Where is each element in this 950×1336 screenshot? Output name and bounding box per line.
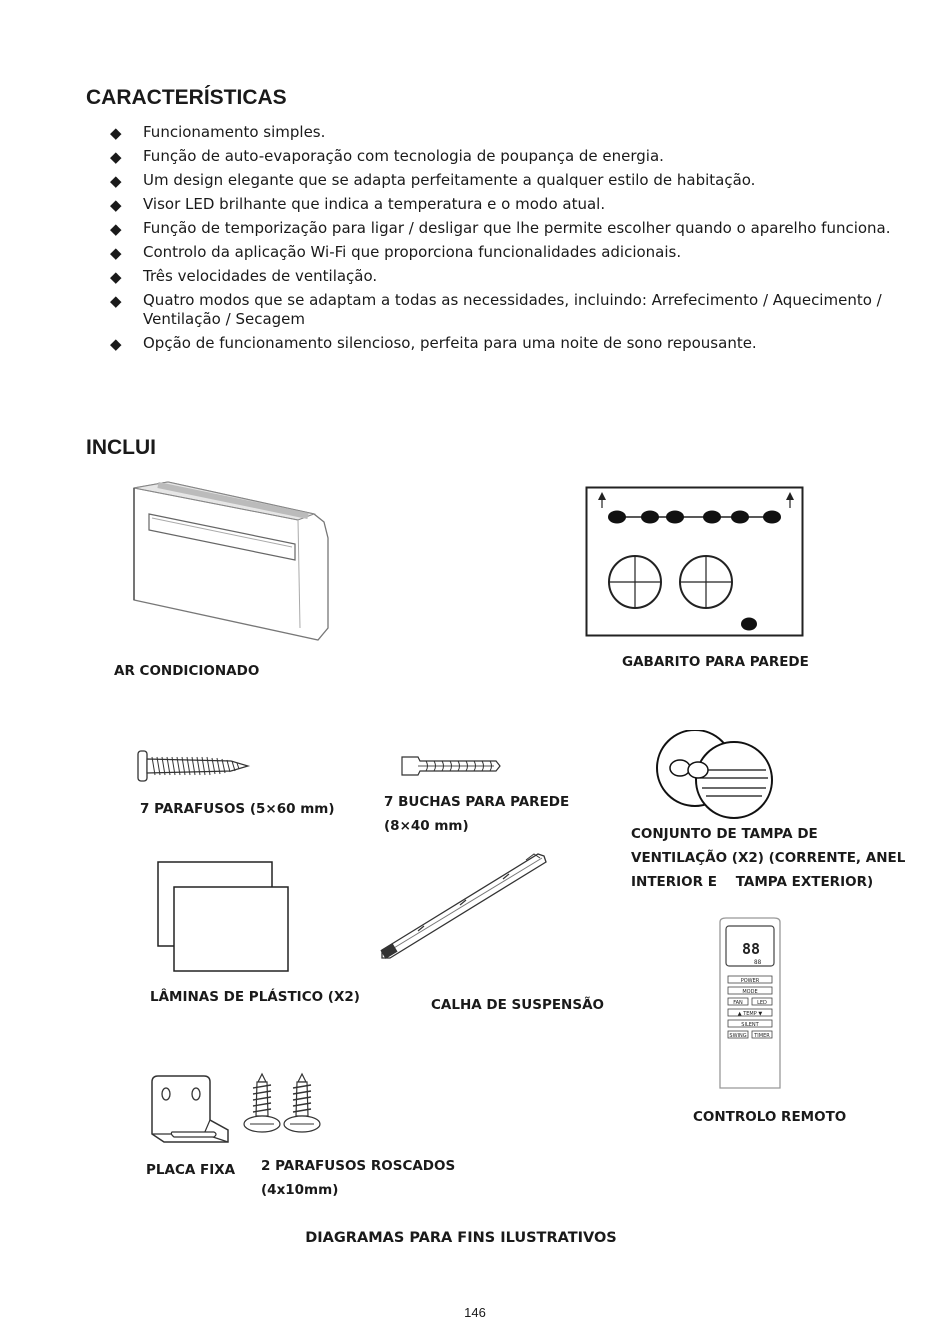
list-item: ◆ Visor LED brilhante que indica a temperatura e o modo atual. [110, 195, 606, 214]
suspension-rail-illustration [378, 846, 550, 964]
diamond-bullet-icon: ◆ [110, 292, 122, 310]
list-item: ◆ Opção de funcionamento silencioso, perfeita para uma noite de sono repousante. [110, 334, 757, 353]
air-conditioner-illustration [128, 478, 340, 644]
remote-button-swing: SWING [729, 1033, 747, 1039]
wall-plug-illustration [398, 753, 504, 779]
screw-illustration [136, 749, 252, 783]
fixed-plate-label: PLACA FIXA [146, 1162, 236, 1178]
air-conditioner-label: AR CONDICIONADO [114, 663, 260, 679]
features-heading: CARACTERÍSTICAS [86, 86, 287, 109]
wall-plugs-label: 7 BUCHAS PARA PAREDE (8×40 mm) [384, 794, 570, 834]
remote-button-power: POWER [740, 978, 760, 984]
threaded-screws-illustration [240, 1072, 330, 1138]
diamond-bullet-icon: ◆ [110, 196, 122, 214]
remote-display-small: 88 [754, 959, 762, 966]
list-item: ◆ Controlo da aplicação Wi-Fi que proporciona funcionalidades adicionais. [110, 243, 682, 262]
remote-button-mode: MODE [742, 989, 758, 995]
diamond-bullet-icon: ◆ [110, 148, 122, 166]
remote-button-timer: TIMER [754, 1033, 770, 1039]
list-item: ◆ Função de auto-evaporação com tecnologia de poupança de energia. [110, 147, 664, 166]
list-item: ◆ Um design elegante que se adapta perfeitamente a qualquer estilo de habitação. [110, 171, 756, 190]
remote-button-silent: SILENT [741, 1022, 759, 1028]
list-item: ◆ Três velocidades de ventilação. [110, 267, 378, 286]
fixed-plate-illustration [144, 1072, 234, 1150]
diamond-bullet-icon: ◆ [110, 220, 122, 238]
vent-cover-set-illustration [650, 730, 780, 820]
diamond-bullet-icon: ◆ [110, 172, 122, 190]
diamond-bullet-icon: ◆ [110, 335, 122, 353]
vent-cover-label: CONJUNTO DE TAMPA DE VENTILAÇÃO (X2) (CORRENTE, ANEL INTERIOR E TAMPA EXTERIOR) [631, 826, 906, 890]
illustrative-diagrams-note: DIAGRAMAS PARA FINS ILUSTRATIVOS [305, 1230, 617, 1246]
includes-heading: INCLUI [86, 436, 156, 459]
remote-button-temp: ▲ TEMP ▼ [737, 1011, 763, 1017]
remote-control-illustration [716, 916, 784, 1092]
threaded-screws-label: 2 PARAFUSOS ROSCADOS (4x10mm) [261, 1158, 456, 1198]
diamond-bullet-icon: ◆ [110, 268, 122, 286]
remote-button-led: LED [757, 1000, 767, 1006]
diamond-bullet-icon: ◆ [110, 244, 122, 262]
remote-button-fan: FAN [733, 1000, 743, 1006]
plastic-sheets-label: LÂMINAS DE PLÁSTICO (X2) [150, 989, 360, 1005]
list-item: ◆ Função de temporização para ligar / desligar que lhe permite escolher quando o aparelho funciona. [110, 219, 891, 238]
remote-display: 88 [742, 940, 761, 958]
plastic-sheets-illustration [156, 860, 292, 974]
list-item: ◆ Quatro modos que se adaptam a todas as necessidades, incluindo: Arrefecimento / Aquecimento / Ventilação / Secagem [110, 291, 882, 328]
list-item: ◆ Funcionamento simples. [110, 123, 326, 142]
features-list [108, 123, 908, 358]
remote-control-label: CONTROLO REMOTO [693, 1109, 847, 1125]
wall-template-label: GABARITO PARA PAREDE [622, 654, 809, 670]
wall-template-illustration [585, 486, 805, 638]
screws-label: 7 PARAFUSOS (5×60 mm) [140, 801, 335, 817]
diamond-bullet-icon: ◆ [110, 124, 122, 142]
suspension-rail-label: CALHA DE SUSPENSÃO [431, 997, 605, 1013]
page-number: 146 [464, 1305, 486, 1320]
